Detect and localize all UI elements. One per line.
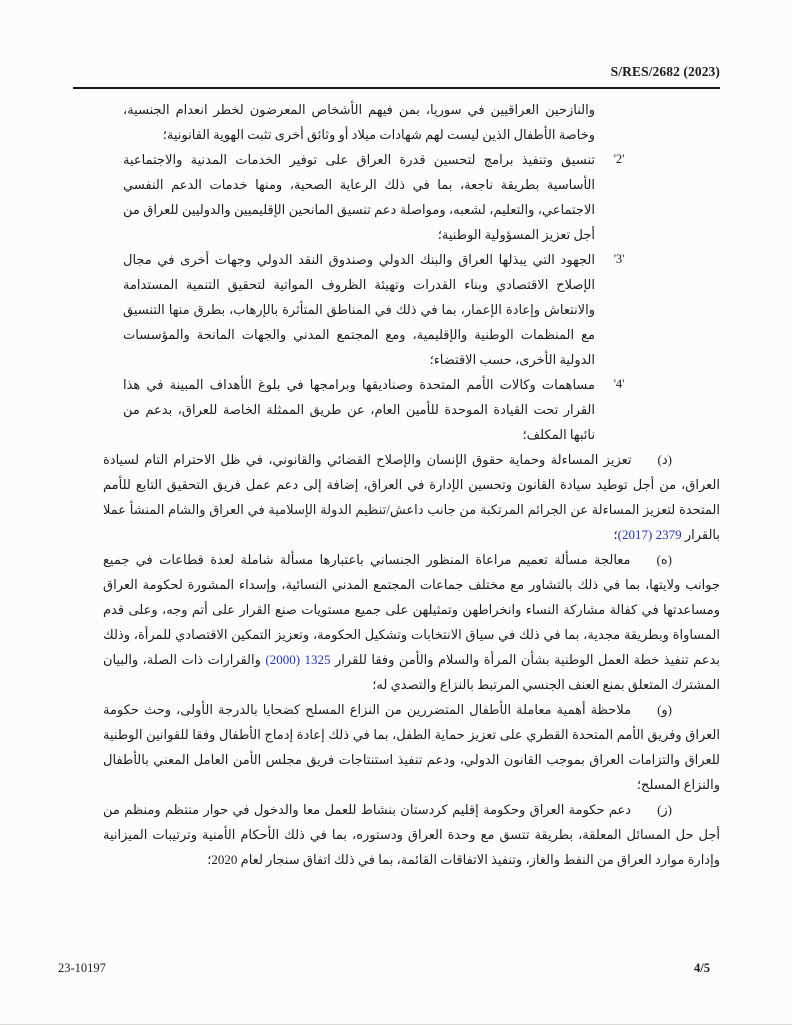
subparagraph-block: [123, 97, 625, 447]
header-rule: [73, 87, 720, 89]
resolution-link-2379-2017[interactable]: 2379 (2017): [617, 527, 682, 542]
paragraph-zay: [103, 797, 720, 872]
paragraph-ha-text-end: والقرارات ذات الصلة، والبيان المشترك المتعلق بمنع العنف الجنسي المرتبط بالنزاع والتصدي له؛: [103, 652, 720, 692]
numbered-item-3: [123, 247, 625, 372]
paragraph-dal-text: تعزيز المساءلة وحماية حقوق الإنسان والإصلاح القضائي والقانوني، في ظل الاحترام التام لسيادة العراق، من أجل توطيد سيادة القانون وتحسين الإدارة في العراق، إضافة إلى دعم عمل فريق التحقيق التابع للأمم المتحدة لتعزيز المساءلة عن الجرائم المرتكبة من جانب داعش/تنظيم الدولة الإسلامية في العراق والشام المنشأ عملا بالقرار: [103, 452, 720, 542]
paragraph-waw: [103, 697, 720, 797]
paragraph-zay-marker: (ز): [657, 802, 672, 817]
item-2-marker: '2': [613, 152, 625, 166]
paragraph-dal-text-end: ؛: [613, 527, 618, 542]
item-4-marker: '4': [613, 377, 625, 391]
paragraph-ha-text: معالجة مسألة تعميم مراعاة المنظور الجنساني باعتبارها مسألة شاملة لعدة قطاعات في جميع جوانب ولايتها، بما في ذلك بالتشاور مع مختلف جماعات المجتمع المدني النسائية، وإسداء المشورة لحكومة العراق ومساعدتها في كفالة مشاركة النساء وانخراطهن وتمثيلهن على جميع مستويات صنع القرار على أتم وجه، وعلى قدم المساواة وبطريقة مجدية، بما في ذلك في سياق الانتخابات وتشكيل الحكومة، وتعزيز التمكين الاقتصادي للمرأة، وذلك بدعم تنفيذ خطة العمل الوطنية بشأن المرأة والسلام والأمن وفقا للقرار: [103, 552, 720, 667]
paragraph-dal-marker: (د): [657, 452, 672, 467]
continuation-paragraph: والنازحين العراقيين في سوريا، بمن فيهم الأشخاص المعرضون لخطر انعدام الجنسية، وخاصة الأطفال الذين ليست لهم شهادات ميلاد أو وثائق أخرى تثبت الهوية القانونية؛: [123, 102, 595, 142]
document-symbol: S/RES/2682 (2023): [610, 64, 720, 79]
footer-job-number: 23-10197: [58, 961, 106, 975]
document-body: [103, 97, 720, 872]
paragraph-waw-marker: (و): [657, 702, 672, 717]
item-2-text: تنسيق وتنفيذ برامج لتحسين قدرة العراق على توفير الخدمات المدنية والاجتماعية الأساسية بطريقة ناجعة، بما في ذلك الرعاية الصحية، ومنها خدمات الدعم النفسي الاجتماعي، والتعليم، لشعبه، ومواصلة دعم تنسيق المانحين الإقليميين والدوليين للعراق من أجل تعزيز المسؤولية الوطنية؛: [123, 152, 595, 242]
item-3-marker: '3': [613, 252, 625, 266]
numbered-item-4: [123, 372, 625, 447]
paragraph-ha-marker: (ه): [656, 552, 672, 567]
numbered-item-2: [123, 147, 625, 247]
item-4-text: مساهمات وكالات الأمم المتحدة وصناديقها وبرامجها في بلوغ الأهداف المبينة في هذا القرار تحت القيادة الموحدة للأمين العام، عن طريق الممثلة الخاصة للعراق، بدعم من نائبها المكلف؛: [123, 377, 595, 442]
paragraph-ha: [103, 547, 720, 697]
paragraph-zay-text: دعم حكومة العراق وحكومة إقليم كردستان بنشاط للعمل معا والدخول في حوار منتظم ومنظم من أجل حل المسائل المعلقة، بطريقة تتسق مع وحدة العراق ودستوره، بما في ذلك الأحكام الأمنية وترتيبات الميزانية وإدارة موارد العراق من النفط والغاز، وتنفيذ الاتفاقات القائمة، بما في ذلك اتفاق سنجار لعام 2020؛: [103, 802, 720, 867]
paragraph-dal: [103, 447, 720, 547]
paragraph-waw-text: ملاحظة أهمية معاملة الأطفال المتضررين من النزاع المسلح كضحايا بالدرجة الأولى، وحث حكومة العراق وفريق الأمم المتحدة القطري على تعزيز حماية الطفل، بما في ذلك إعادة إدماج الأطفال وفقا للقوانين الوطنية للعراق والتزامات العراق بموجب القانون الدولي، ودعم تنفيذ استنتاجات فريق مجلس الأمن العامل المعني بالأطفال والنزاع المسلح؛: [103, 702, 720, 792]
item-3-text: الجهود التي يبذلها العراق والبنك الدولي وصندوق النقد الدولي وجهات أخرى في مجال الإصلاح الاقتصادي وبناء القدرات وتهيئة الظروف المواتية لتحقيق التنمية المستدامة والانتعاش وإعادة الإعمار، بما في ذلك في المناطق المتأثرة بالإرهاب، بطرق منها التنسيق مع المنظمات الوطنية والإقليمية، ومع المجتمع المدني والجهات المانحة والمؤسسات الدولية الأخرى، حسب الاقتضاء؛: [123, 252, 595, 367]
resolution-link-1325-2000[interactable]: 1325 (2000): [265, 652, 331, 667]
footer-page-number: 4/5: [694, 961, 710, 975]
